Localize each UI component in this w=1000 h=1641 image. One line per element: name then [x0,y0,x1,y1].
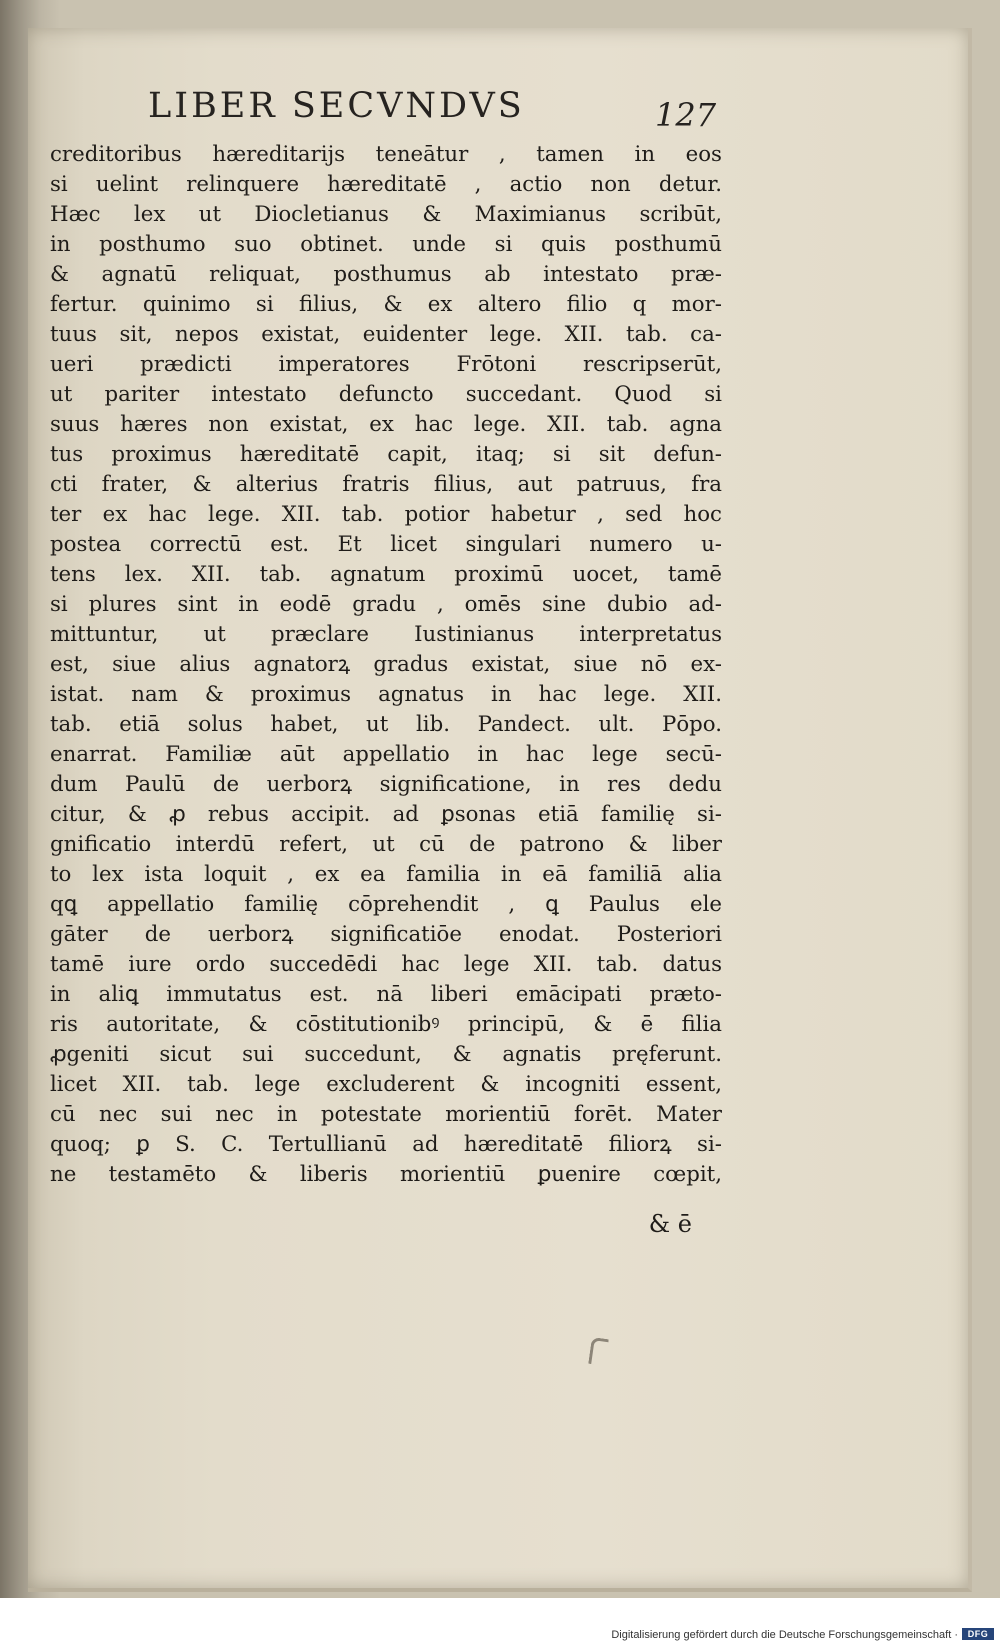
text-line: mittuntur, ut præclare Iustinianus interpretatus [50,622,722,647]
text-line: fertur. quinimo si filius, & ex altero filio q mor- [50,292,722,317]
text-line: to lex ista loquit , ex ea familia in eā familiā alia [50,862,722,887]
text-line: est, siue alius agnatorꝝ gradus existat, siue nō ex- [50,652,722,677]
text-line: si plures sint in eodē gradu , omēs sine dubio ad- [50,592,722,617]
text-line: quoq; ꝑ S. C. Tertullianū ad hæreditatē filiorꝝ si- [50,1132,722,1157]
text-line: & agnatū reliquat, posthumus ab intestato præ- [50,262,722,287]
text-line: creditoribus hæreditarijs teneātur , tamen in eos [50,142,722,167]
text-line: tens lex. XII. tab. agnatum proximū uocet, tamē [50,562,722,587]
text-line: tus proximus hæreditatē capit, itaq; si sit defun- [50,442,722,467]
text-line: suus hæres non existat, ex hac lege. XII. tab. agna [50,412,722,437]
text-line: si uelint relinquere hæreditatē , actio non detur. [50,172,722,197]
text-line: Hæc lex ut Diocletianus & Maximianus scribūt, [50,202,722,227]
running-head: LIBER SECVNDVS [148,86,525,126]
text-line: ueri prædicti imperatores Frōtoni rescripserūt, [50,352,722,377]
text-line: in posthumo suo obtinet. unde si quis posthumū [50,232,722,257]
dfg-logo-badge: DFG [962,1628,994,1640]
text-block [50,140,722,1190]
text-line: ne testamēto & liberis morientiū ꝑuenire cœpit, [50,1162,722,1187]
text-line: tuus sit, nepos existat, euidenter lege. XII. tab. ca- [50,322,722,347]
text-line: tamē iure ordo succedēdi hac lege XII. tab. datus [50,952,722,977]
text-line: cū nec sui nec in potestate morientiū forēt. Mater [50,1102,722,1127]
text-line: in aliꝗ immutatus est. nā liberi emācipati præto- [50,982,722,1007]
page-number: 127 [655,96,717,134]
text-line: citur, & ꝓ rebus accipit. ad ꝑsonas etiā familię si- [50,802,722,827]
text-line: enarrat. Familiæ aūt appellatio in hac lege secū- [50,742,722,767]
text-line: qꝗ appellatio familię cōprehendit , ꝗ Paulus ele [50,892,722,917]
text-line: ꝓgeniti sicut sui succedunt, & agnatis pręferunt. [50,1042,722,1067]
footer-credit: Digitalisierung gefördert durch die Deutsche Forschungsgemeinschaft · [611,1629,958,1641]
catchword: & ē [648,1210,692,1238]
text-line: gāter de uerborꝝ significatiōe enodat. Posteriori [50,922,722,947]
text-line: licet XII. tab. lege excluderent & incogniti essent, [50,1072,722,1097]
text-line: tab. etiā solus habet, ut lib. Pandect. ult. Pōpo. [50,712,722,737]
text-line: ris autoritate, & cōstitutionibꝰ principū, & ē filia [50,1012,722,1037]
text-line: gnificatio interdū refert, ut cū de patrono & liber [50,832,722,857]
text-line: dum Paulū de uerborꝝ significatione, in res dedu [50,772,722,797]
text-line: cti frater, & alterius fratris filius, aut patruus, fra [50,472,722,497]
text-line: ut pariter intestato defuncto succedant. Quod si [50,382,722,407]
text-line: ter ex hac lege. XII. tab. potior habetur , sed hoc [50,502,722,527]
text-line: postea correctū est. Et licet singulari numero u- [50,532,722,557]
text-line: istat. nam & proximus agnatus in hac lege. XII. [50,682,722,707]
